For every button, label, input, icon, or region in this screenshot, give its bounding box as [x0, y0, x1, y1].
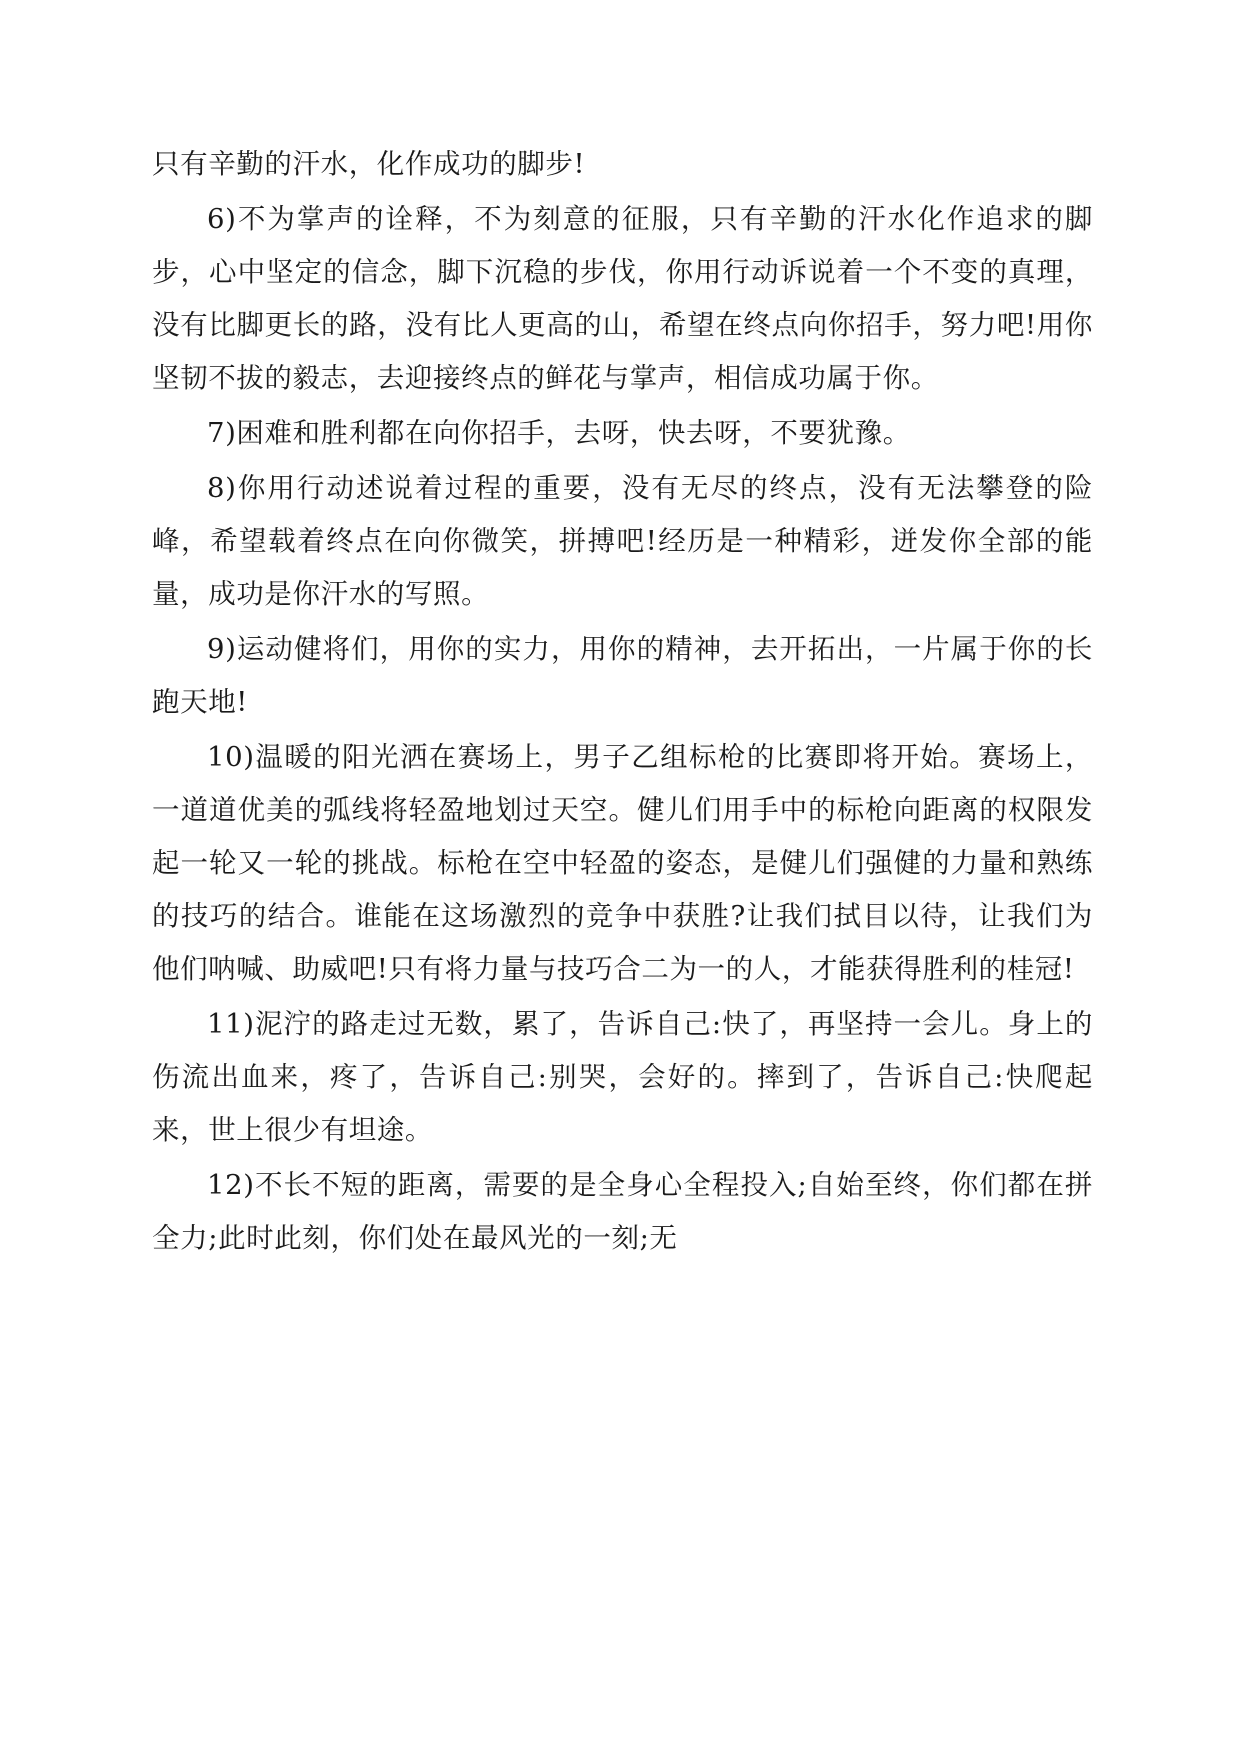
paragraph-item-9: 9)运动健将们，用你的实力，用你的精神，去开拓出，一片属于你的长跑天地! [152, 633, 1093, 718]
paragraph-item-11: 11)泥泞的路走过无数，累了，告诉自己:快了，再坚持一会儿。身上的伤流出血来，疼了，告诉自己:别哭，会好的。摔到了，告诉自己:快爬起来，世上很少有坦途。 [152, 1008, 1093, 1146]
document-body [152, 138, 1093, 1265]
paragraph-item-7: 7)困难和胜利都在向你招手，去呀，快去呀，不要犹豫。 [207, 417, 911, 449]
paragraph-item-8: 8)你用行动述说着过程的重要，没有无尽的终点，没有无法攀登的险峰，希望载着终点在向你微笑，拼搏吧!经历是一种精彩，迸发你全部的能量，成功是你汗水的写照。 [152, 472, 1093, 610]
paragraph-continued: 只有辛勤的汗水，化作成功的脚步! [152, 148, 586, 180]
paragraph-item-6: 6)不为掌声的诠释，不为刻意的征服，只有辛勤的汗水化作追求的脚步，心中坚定的信念，脚下沉稳的步伐，你用行动诉说着一个不变的真理，没有比脚更长的路，没有比人更高的山，希望在终点向你招手，努力吧!用你坚韧不拔的毅志，去迎接终点的鲜花与掌声，相信成功属于你。 [152, 203, 1093, 394]
paragraph-item-10: 10)温暖的阳光洒在赛场上，男子乙组标枪的比赛即将开始。赛场上，一道道优美的弧线将轻盈地划过天空。健儿们用手中的标枪向距离的权限发起一轮又一轮的挑战。标枪在空中轻盈的姿态，是健儿们强健的力量和熟练的技巧的结合。谁能在这场激烈的竞争中获胜?让我们拭目以待，让我们为他们呐喊、助威吧!只有将力量与技巧合二为一的人，才能获得胜利的桂冠! [152, 741, 1093, 985]
paragraph-item-12: 12)不长不短的距离，需要的是全身心全程投入;自始至终，你们都在拼全力;此时此刻，你们处在最风光的一刻;无 [152, 1169, 1093, 1254]
